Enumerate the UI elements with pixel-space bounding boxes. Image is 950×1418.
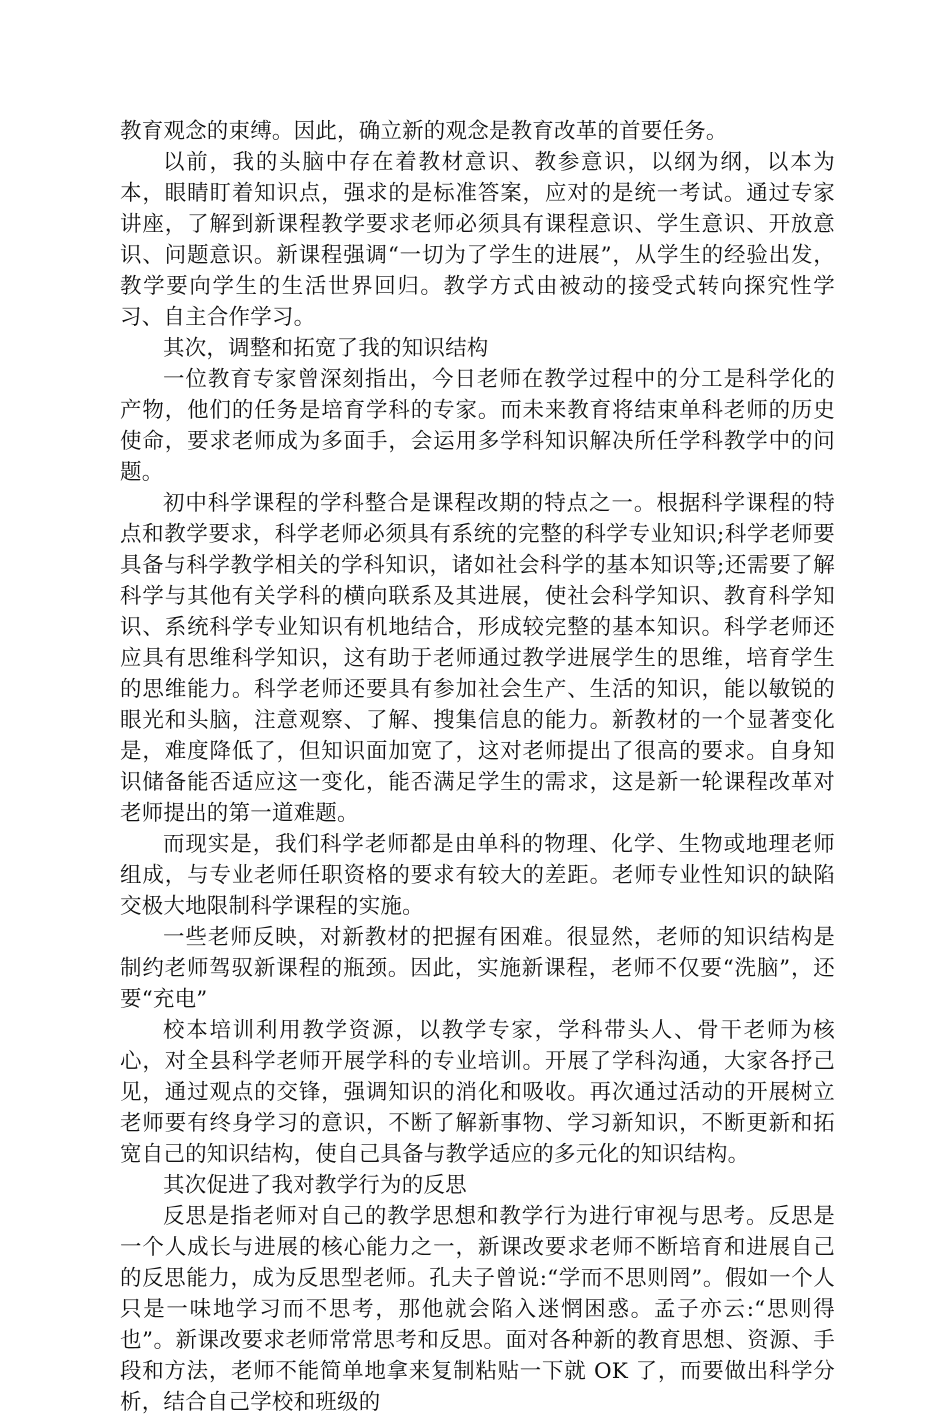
section-heading: 其次促进了我对教学行为的反思 bbox=[163, 1173, 467, 1198]
document-body bbox=[120, 116, 835, 1418]
paragraph: 以前，我的头脑中存在着教材意识、教参意识，以纲为纲，以本为本，眼睛盯着知识点，强求的是标准答案，应对的是统一考试。通过专家讲座，了解到新课程教学要求老师必须具有课程意识、学生意识、开放意识、问题意识。新课程强调“一切为了学生的进展”，从学生的经验出发，教学要向学生的生活世界回归。教学方式由被动的接受式转向探究性学习、自主合作学习。 bbox=[120, 150, 835, 330]
section-heading: 其次，调整和拓宽了我的知识结构 bbox=[163, 336, 489, 361]
paragraph: 初中科学课程的学科整合是课程改期的特点之一。根据科学课程的特点和教学要求，科学老师必须具有系统的完整的科学专业知识;科学老师要具备与科学教学相关的学科知识，诸如社会科学的基本知识等;还需要了解科学与其他有关学科的横向联系及其进展，使社会科学知识、教育科学知识、系统科学专业知识有机地结合，形成较完整的基本知识。科学老师还应具有思维科学知识，这有助于老师通过教学进展学生的思维，培育学生的思维能力。科学老师还要具有参加社会生产、生活的知识，能以敏锐的眼光和头脑，注意观察、了解、搜集信息的能力。新教材的一个显著变化是，难度降低了，但知识面加宽了，这对老师提出了很高的要求。自身知识储备能否适应这一变化，能否满足学生的需求，这是新一轮课程改革对老师提出的第一道难题。 bbox=[120, 491, 835, 826]
paragraph: 校本培训利用教学资源，以教学专家，学科带头人、骨干老师为核心，对全县科学老师开展学科的专业培训。开展了学科沟通，大家各抒己见，通过观点的交锋，强调知识的消化和吸收。再次通过活动的开展树立老师要有终身学习的意识，不断了解新事物、学习新知识，不断更新和拓宽自己的知识结构，使自己具备与教学适应的多元化的知识结构。 bbox=[120, 1018, 835, 1167]
paragraph: 反思是指老师对自己的教学思想和教学行为进行审视与思考。反思是一个人成长与进展的核心能力之一，新课改要求老师不断培育和进展自己的反思能力，成为反思型老师。孔夫子曾说:“学而不思则罔”。假如一个人只是一味地学习而不思考，那他就会陷入迷惘困惑。孟子亦云:“思则得也”。新课改要求老师常常思考和反思。面对各种新的教育思想、资源、手段和方法，老师不能简单地拿来复制粘贴一下就 OK 了，而要做出科学分析，结合自己学校和班级的 bbox=[120, 1204, 835, 1415]
paragraph: 教育观念的束缚。因此，确立新的观念是教育改革的首要任务。 bbox=[120, 119, 728, 144]
paragraph: 一位教育专家曾深刻指出，今日老师在教学过程中的分工是科学化的产物，他们的任务是培育学科的专家。而未来教育将结束单科老师的历史使命，要求老师成为多面手，会运用多学科知识解决所任学科教学中的问题。 bbox=[120, 367, 835, 485]
paragraph: 而现实是，我们科学老师都是由单科的物理、化学、生物或地理老师组成，与专业老师任职资格的要求有较大的差距。老师专业性知识的缺陷交极大地限制科学课程的实施。 bbox=[120, 832, 835, 919]
paragraph: 一些老师反映，对新教材的把握有困难。很显然，老师的知识结构是制约老师驾驭新课程的瓶颈。因此，实施新课程，老师不仅要“洗脑”，还要“充电” bbox=[120, 925, 835, 1012]
